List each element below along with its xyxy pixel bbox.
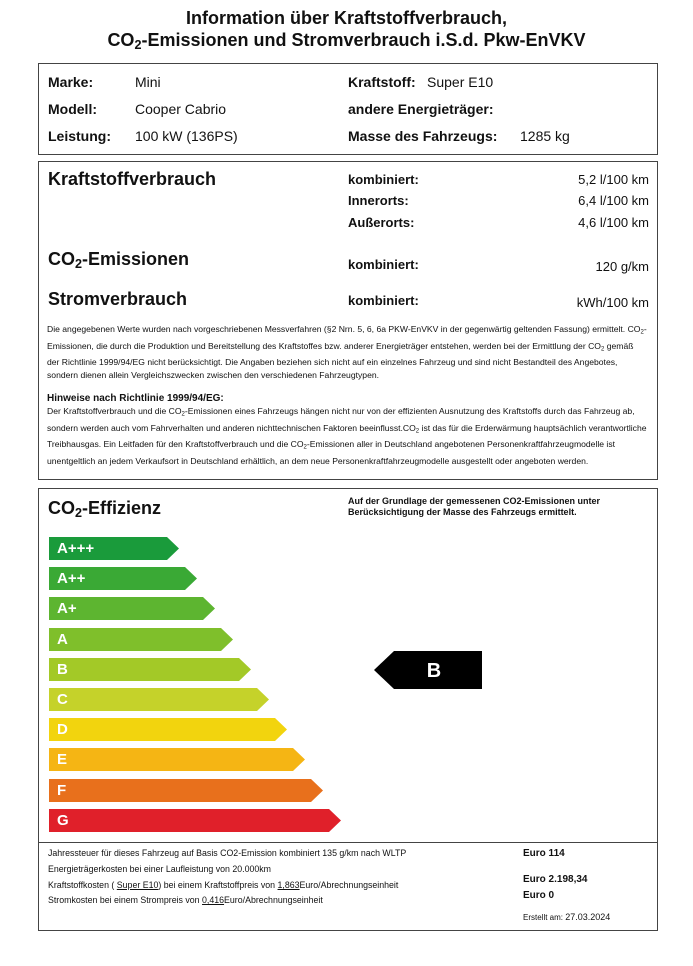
power-combined-label: kombiniert: (348, 293, 419, 308)
efficiency-bar-label: A (57, 630, 68, 648)
tax-value: Euro 114 (523, 848, 565, 859)
extra-urban-label: Außerorts: (348, 215, 415, 230)
efficiency-bar-aplus (49, 597, 215, 620)
efficiency-bar-f (49, 779, 323, 802)
efficiency-bar-label: G (57, 811, 69, 829)
urban-label: Innerorts: (348, 193, 409, 208)
efficiency-bar-shape (49, 748, 305, 771)
efficiency-bar-d (49, 718, 287, 741)
disclaimer-text: Die angegebenen Werte wurden nach vorgeschriebenen Messverfahren (§2 Nrn. 5, 6, 6a PKW-EnVKV in der gegenwärtig geltenden Fassung) ermittelt. $CO_2$-Emissionen, die durch die Produktion und Bereitstellung des Kraftstoffes bzw. anderer Energieträger entstehen, werden bei der Ermittlung der $CO_2$ gemäß der Richtlinie 1999/94/EG nicht berücksichtigt. Die Angaben beziehen sich nicht auf ein einzelnes Fahrzeug und sind nicht Bestandteil des Angebotes, sondern dienen allein Vergleichszwecken zwischen den verschiedenen Fahrzeugtypen. (47, 324, 647, 380)
efficiency-bar-label: A+++ (57, 540, 95, 557)
efficiency-bar-b (49, 658, 251, 681)
current-class-label: B (426, 660, 442, 682)
efficiency-bar-shape (49, 779, 323, 802)
power-cost-value: Euro 0 (523, 890, 555, 901)
tax-text: Jahressteuer für dieses Fahrzeug auf Basis CO2-Emission kombiniert 135 g/km nach WLTP (48, 848, 407, 858)
power-cost-text: Stromkosten bei einem Strompreis von 0,416Euro/Abrechnungseinheit (48, 895, 323, 905)
model-label: Modell: (48, 101, 97, 117)
power-label: Leistung: (48, 128, 111, 144)
power-value: 100 kW (136PS) (135, 128, 238, 144)
efficiency-note: Auf der Grundlage der gemessenen CO2-Emissionen unter Berücksichtigung der Masse des Fahrzeugs ermittelt. (348, 496, 601, 517)
extra-urban-value: 4,6 l/100 km (578, 215, 649, 230)
page-subtitle: $CO_2$-Emissionen und Stromverbrauch i.S.d. Pkw-EnVKV (107, 30, 586, 53)
efficiency-bar-shape (49, 658, 251, 681)
efficiency-bar-label: A++ (57, 570, 86, 588)
combined-label: kombiniert: (348, 172, 419, 187)
directive-notes: Hinweise nach Richtlinie 1999/94/EG: Der Kraftstoffverbrauch und die $CO_2$-Emissionen eines Fahrzeugs hängen nicht nur von der effizienten Ausnutzung des Kraftstoffs durch das Fahrzeug ab, sondern werden auch vom Fahrverhalten und anderen nichttechnischen Faktoren $beeinflusst.CO_2$ ist das für die Erderwärmung hauptsächlich verantwortliche Treibhausgas. Ein Leitfaden für den Kraftstoffverbrauch und die $CO_2$-Emissionen aller in Deutschland angebotenen Personenkraftfahrzeugmodelle ist unentgeltlich an jedem Verkaufsort in Deutschland erhältlich, an dem neue Personenkraftfahrzeugmodelle ausgestellt oder angeboten werden. (47, 393, 647, 466)
vehicle-info-box (38, 63, 658, 155)
co2-emissions-title: $CO_2$-Emissionen (48, 249, 190, 272)
efficiency-bar-label: D (57, 721, 68, 739)
mass-value: 1285 kg (520, 128, 570, 144)
urban-value: 6,4 l/100 km (578, 193, 649, 208)
efficiency-bar-label: A+ (57, 600, 77, 618)
mass-label: Masse des Fahrzeugs: (348, 128, 498, 144)
model-value: Cooper Cabrio (135, 101, 227, 117)
brand-value: Mini (135, 74, 161, 90)
power-consumption-title: Stromverbrauch (48, 289, 188, 309)
efficiency-bar-aplusplusplus (49, 537, 179, 560)
efficiency-bar-aplusplus (49, 567, 197, 590)
created-date: Erstellt am: 27.03.2024 (523, 912, 611, 922)
efficiency-bar-label: E (57, 751, 68, 769)
efficiency-bar-c (49, 688, 269, 711)
efficiency-bar-label: C (57, 691, 68, 708)
current-class-arrow (374, 651, 482, 689)
co2-combined-label: kombiniert: (348, 257, 419, 272)
fuel-cost-value: Euro 2.198,34 (523, 874, 588, 885)
efficiency-bar-label: B (57, 660, 68, 678)
combined-value: 5,2 l/100 km (578, 172, 649, 187)
efficiency-bar-shape (49, 628, 233, 651)
directive-notes-title: Hinweise nach Richtlinie 1999/94/EG: (47, 393, 224, 404)
energy-cost-text: Energieträgerkosten bei einer Laufleistung von 20.000km (48, 864, 271, 874)
efficiency-bar-g (49, 809, 341, 832)
page-title: Information über Kraftstoffverbrauch, (185, 8, 508, 28)
efficiency-title: $CO_2$-Effizienz (48, 498, 162, 521)
cost-divider (39, 842, 657, 843)
co2-combined-value: 120 g/km (595, 259, 649, 274)
other-energy-label: andere Energieträger: (348, 101, 494, 117)
efficiency-bar-shape (49, 688, 269, 711)
efficiency-bar-shape (49, 809, 341, 832)
fuel-label: Kraftstoff: (348, 74, 416, 90)
efficiency-bar-e (49, 748, 305, 771)
consumption-box (38, 161, 658, 480)
fuel-cost-text: Kraftstoffkosten ( Super E10) bei einem Kraftstoffpreis von 1,863Euro/Abrechnungseinheit (48, 880, 399, 890)
co2-efficiency-box (38, 488, 658, 931)
brand-label: Marke: (48, 74, 94, 90)
efficiency-bar-shape (49, 718, 287, 741)
efficiency-bar-a (49, 628, 233, 651)
fuel-value: Super E10 (427, 74, 494, 90)
power-combined-value: kWh/100 km (576, 295, 649, 310)
fuel-consumption-title: Kraftstoffverbrauch (48, 169, 217, 189)
efficiency-bar-label: F (57, 781, 67, 799)
